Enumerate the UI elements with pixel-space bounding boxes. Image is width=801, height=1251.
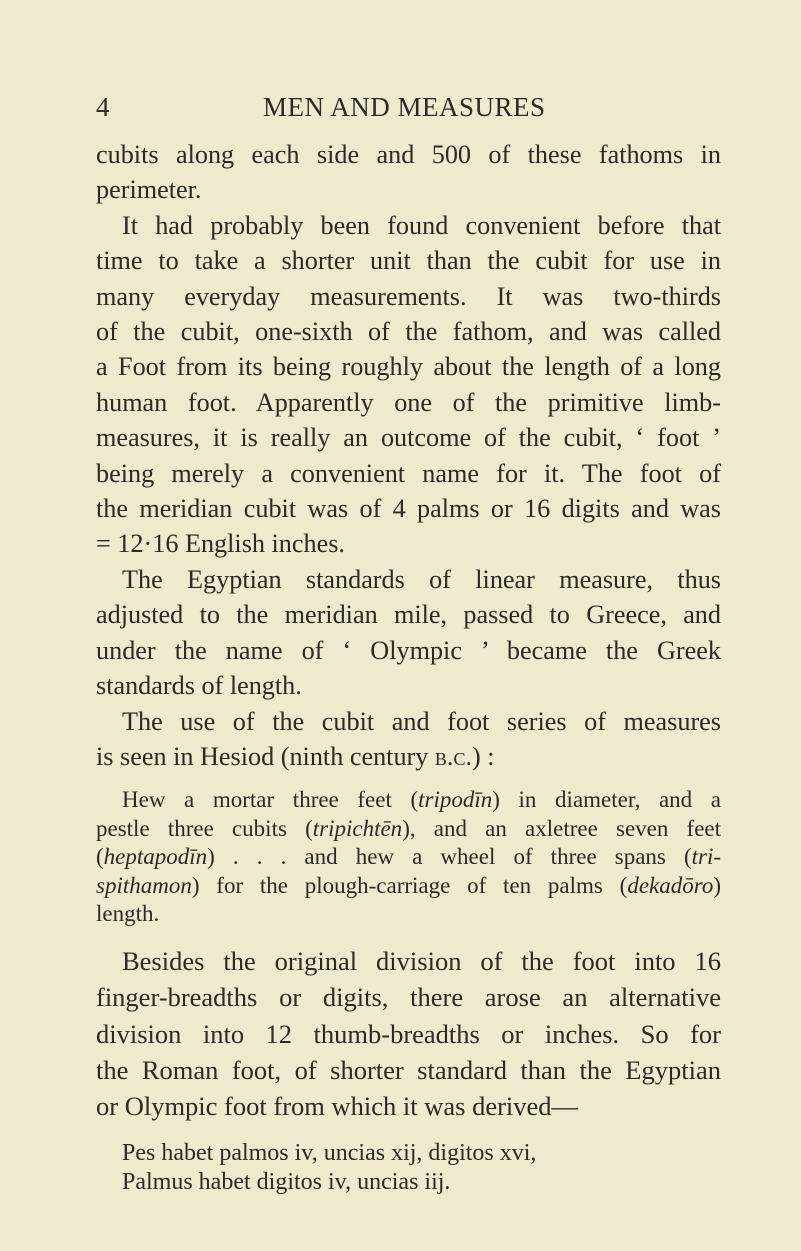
text-line: The use of the cubit and foot series of measures (122, 706, 721, 736)
text-line: time to take a shorter unit than the cubit for use in (96, 246, 721, 276)
latin-quotation (96, 1139, 721, 1197)
text-line: many everyday measurements. It was two-thirds (96, 281, 721, 311)
text-segment: ), and an axletree seven feet (402, 815, 721, 841)
text-segment: pestle three cubits ( (96, 815, 313, 841)
paragraph-2 (96, 208, 721, 562)
latin-line: Palmus habet digitos iv, uncias iij. (122, 1168, 451, 1195)
greek-term: heptapodīn (103, 844, 208, 870)
quote-line (96, 843, 721, 872)
text-segment: ) for the plough-carriage of ten palms ( (191, 872, 628, 898)
text-line: division into 12 thumb-breadths or inches. So for (96, 1018, 721, 1049)
era-abbreviation: b.c. (434, 741, 473, 771)
hesiod-quotation (96, 786, 721, 929)
text-line: finger-breadths or digits, there arose an alternative (96, 982, 721, 1013)
greek-term: tripodīn (418, 787, 493, 813)
paragraph-3 (96, 562, 721, 704)
latin-line: Pes habet palmos iv, uncias xij, digitos xvi, (122, 1139, 537, 1166)
text-line: measures, it is really an outcome of the cubit, ‘ foot ’ (96, 423, 721, 453)
text-line: standards of length. (96, 671, 302, 701)
greek-term: spithamon (96, 872, 192, 898)
text-line: the meridian cubit was of 4 palms or 16 digits and was (96, 494, 721, 524)
text-line: human foot. Apparently one of the primitive limb- (96, 387, 721, 417)
text-line: the Roman foot, of shorter standard than the Egyptian (96, 1055, 721, 1086)
quote-line (96, 815, 721, 844)
text-line: Besides the original division of the foot into 16 (122, 945, 721, 976)
text-segment: ) . . . and hew a wheel of three spans ( (207, 844, 692, 870)
text-line: cubits along each side and 500 of these fathoms in (96, 140, 721, 169)
greek-term: dekadōro (627, 872, 714, 898)
page-body (96, 137, 721, 1197)
quote-line (96, 786, 721, 815)
paragraph-1 (96, 137, 721, 208)
text-segment: Hew a mortar three feet ( (122, 787, 419, 813)
paragraph-4 (96, 704, 721, 775)
text-line: of the cubit, one-sixth of the fathom, and was called (96, 317, 721, 347)
text-segment: ) (713, 872, 721, 898)
page-header (0, 92, 801, 132)
text-segment: ( (96, 844, 104, 870)
text-line: a Foot from its being roughly about the length of a long (96, 352, 721, 382)
text-line: = 12·16 English inches. (96, 529, 345, 559)
text-line: It had probably been found convenient before that (122, 210, 721, 240)
text-line: The Egyptian standards of linear measure, thus (122, 564, 721, 594)
text-line: under the name of ‘ Olympic ’ became the Greek (96, 635, 721, 665)
running-head: MEN AND MEASURES (263, 92, 546, 122)
greek-term: tri- (691, 844, 721, 870)
quote-line: length. (96, 901, 160, 927)
text-line: adjusted to the meridian mile, passed to Greece, and (96, 600, 721, 630)
text-line (96, 739, 721, 774)
text-segment: ) in diameter, and a (492, 787, 721, 813)
greek-term: tripichtēn (312, 815, 403, 841)
page-number: 4 (96, 92, 110, 122)
text-segment: ) : (472, 741, 495, 771)
quote-line (96, 872, 721, 901)
text-line: being merely a convenient name for it. The foot of (96, 458, 721, 488)
paragraph-5 (96, 943, 721, 1125)
text-segment: is seen in Hesiod (ninth century (96, 741, 435, 771)
text-line: perimeter. (96, 175, 202, 205)
text-line: or Olympic foot from which it was derived— (96, 1091, 579, 1122)
